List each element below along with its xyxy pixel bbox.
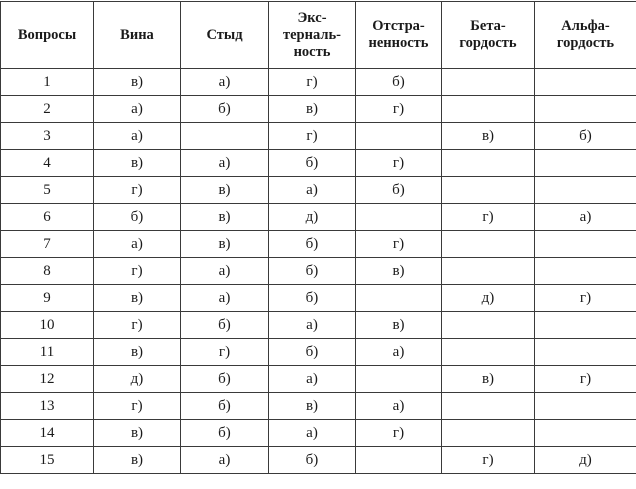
- header-text-line: Экс-: [297, 9, 327, 26]
- table-header: [1, 2, 636, 69]
- shame-cell: а): [181, 447, 269, 474]
- externality-cell: б): [269, 231, 356, 258]
- guilt-cell: г): [94, 393, 181, 420]
- answer-key-table: [0, 1, 636, 474]
- table-row: [1, 366, 636, 393]
- guilt-cell: г): [94, 312, 181, 339]
- header-externality: [269, 2, 356, 69]
- table-row: [1, 96, 636, 123]
- guilt-cell: в): [94, 285, 181, 312]
- guilt-cell: а): [94, 231, 181, 258]
- beta-pride-cell: [442, 258, 535, 285]
- shame-cell: б): [181, 366, 269, 393]
- table-row: [1, 258, 636, 285]
- question-number-cell: 3: [1, 123, 94, 150]
- externality-cell: а): [269, 366, 356, 393]
- detachment-cell: [356, 447, 442, 474]
- externality-cell: а): [269, 420, 356, 447]
- header-text-line: Вина: [120, 26, 154, 43]
- beta-pride-cell: [442, 231, 535, 258]
- table-row: [1, 285, 636, 312]
- externality-cell: б): [269, 447, 356, 474]
- shame-cell: б): [181, 420, 269, 447]
- detachment-cell: г): [356, 420, 442, 447]
- guilt-cell: в): [94, 150, 181, 177]
- question-number-cell: 2: [1, 96, 94, 123]
- question-number-cell: 1: [1, 69, 94, 96]
- question-number-cell: 13: [1, 393, 94, 420]
- beta-pride-cell: [442, 312, 535, 339]
- beta-pride-cell: [442, 339, 535, 366]
- table-row: [1, 447, 636, 474]
- shame-cell: в): [181, 231, 269, 258]
- question-number-cell: 15: [1, 447, 94, 474]
- header-text-line: Альфа-: [561, 18, 610, 34]
- detachment-cell: [356, 285, 442, 312]
- header-guilt: [94, 2, 181, 69]
- externality-cell: а): [269, 177, 356, 204]
- table-row: [1, 312, 636, 339]
- detachment-cell: [356, 204, 442, 231]
- beta-pride-cell: в): [442, 123, 535, 150]
- shame-cell: а): [181, 69, 269, 96]
- detachment-cell: [356, 123, 442, 150]
- header-text-line: терналь-: [283, 26, 341, 43]
- detachment-cell: а): [356, 393, 442, 420]
- externality-cell: в): [269, 96, 356, 123]
- shame-cell: б): [181, 393, 269, 420]
- header-text-line: гордость: [556, 35, 615, 51]
- question-number-cell: 14: [1, 420, 94, 447]
- header-shame: [181, 2, 269, 69]
- guilt-cell: г): [94, 177, 181, 204]
- table-body: [1, 69, 636, 474]
- alpha-pride-cell: [535, 420, 636, 447]
- alpha-pride-cell: [535, 177, 636, 204]
- header-questions: [1, 2, 94, 69]
- alpha-pride-cell: [535, 231, 636, 258]
- detachment-cell: г): [356, 96, 442, 123]
- alpha-pride-cell: [535, 312, 636, 339]
- guilt-cell: в): [94, 339, 181, 366]
- beta-pride-cell: [442, 150, 535, 177]
- guilt-cell: в): [94, 420, 181, 447]
- guilt-cell: в): [94, 69, 181, 96]
- shame-cell: а): [181, 150, 269, 177]
- beta-pride-cell: в): [442, 366, 535, 393]
- externality-cell: б): [269, 258, 356, 285]
- header-beta-pride: [442, 2, 535, 69]
- question-number-cell: 5: [1, 177, 94, 204]
- alpha-pride-cell: [535, 96, 636, 123]
- beta-pride-cell: [442, 177, 535, 204]
- guilt-cell: в): [94, 447, 181, 474]
- question-number-cell: 10: [1, 312, 94, 339]
- header-text-line: Вопросы: [17, 26, 77, 43]
- alpha-pride-cell: а): [535, 204, 636, 231]
- shame-cell: а): [181, 258, 269, 285]
- table-row: [1, 204, 636, 231]
- shame-cell: б): [181, 312, 269, 339]
- header-text-line: ненность: [368, 35, 429, 51]
- alpha-pride-cell: д): [535, 447, 636, 474]
- shame-cell: в): [181, 204, 269, 231]
- question-number-cell: 4: [1, 150, 94, 177]
- table-row: [1, 177, 636, 204]
- detachment-cell: г): [356, 231, 442, 258]
- question-number-cell: 11: [1, 339, 94, 366]
- alpha-pride-cell: [535, 258, 636, 285]
- beta-pride-cell: г): [442, 204, 535, 231]
- guilt-cell: г): [94, 258, 181, 285]
- externality-cell: д): [269, 204, 356, 231]
- externality-cell: г): [269, 123, 356, 150]
- externality-cell: в): [269, 393, 356, 420]
- detachment-cell: а): [356, 339, 442, 366]
- question-number-cell: 8: [1, 258, 94, 285]
- shame-cell: [181, 123, 269, 150]
- alpha-pride-cell: [535, 69, 636, 96]
- table-row: [1, 231, 636, 258]
- question-number-cell: 6: [1, 204, 94, 231]
- guilt-cell: а): [94, 96, 181, 123]
- table-row: [1, 420, 636, 447]
- header-alpha-pride: [535, 2, 636, 69]
- question-number-cell: 9: [1, 285, 94, 312]
- detachment-cell: в): [356, 312, 442, 339]
- beta-pride-cell: д): [442, 285, 535, 312]
- externality-cell: б): [269, 339, 356, 366]
- guilt-cell: а): [94, 123, 181, 150]
- alpha-pride-cell: [535, 393, 636, 420]
- detachment-cell: в): [356, 258, 442, 285]
- shame-cell: а): [181, 285, 269, 312]
- alpha-pride-cell: г): [535, 285, 636, 312]
- beta-pride-cell: [442, 393, 535, 420]
- header-text-line: Отстра-: [372, 18, 425, 34]
- shame-cell: г): [181, 339, 269, 366]
- beta-pride-cell: [442, 96, 535, 123]
- table-row: [1, 150, 636, 177]
- detachment-cell: г): [356, 150, 442, 177]
- question-number-cell: 12: [1, 366, 94, 393]
- guilt-cell: б): [94, 204, 181, 231]
- header-detachment: [356, 2, 442, 69]
- externality-cell: б): [269, 285, 356, 312]
- guilt-cell: д): [94, 366, 181, 393]
- externality-cell: г): [269, 69, 356, 96]
- beta-pride-cell: г): [442, 447, 535, 474]
- table-row: [1, 393, 636, 420]
- shame-cell: в): [181, 177, 269, 204]
- alpha-pride-cell: [535, 339, 636, 366]
- externality-cell: б): [269, 150, 356, 177]
- alpha-pride-cell: б): [535, 123, 636, 150]
- question-number-cell: 7: [1, 231, 94, 258]
- header-row: [1, 2, 636, 69]
- beta-pride-cell: [442, 420, 535, 447]
- header-text-line: гордость: [459, 35, 517, 51]
- beta-pride-cell: [442, 69, 535, 96]
- shame-cell: б): [181, 96, 269, 123]
- table-row: [1, 69, 636, 96]
- detachment-cell: [356, 366, 442, 393]
- alpha-pride-cell: [535, 150, 636, 177]
- detachment-cell: б): [356, 177, 442, 204]
- detachment-cell: б): [356, 69, 442, 96]
- table-row: [1, 123, 636, 150]
- header-text-line: Стыд: [206, 26, 243, 43]
- header-text-line: Бета-: [470, 18, 506, 34]
- header-text-line: ность: [293, 43, 331, 60]
- alpha-pride-cell: г): [535, 366, 636, 393]
- externality-cell: а): [269, 312, 356, 339]
- table-row: [1, 339, 636, 366]
